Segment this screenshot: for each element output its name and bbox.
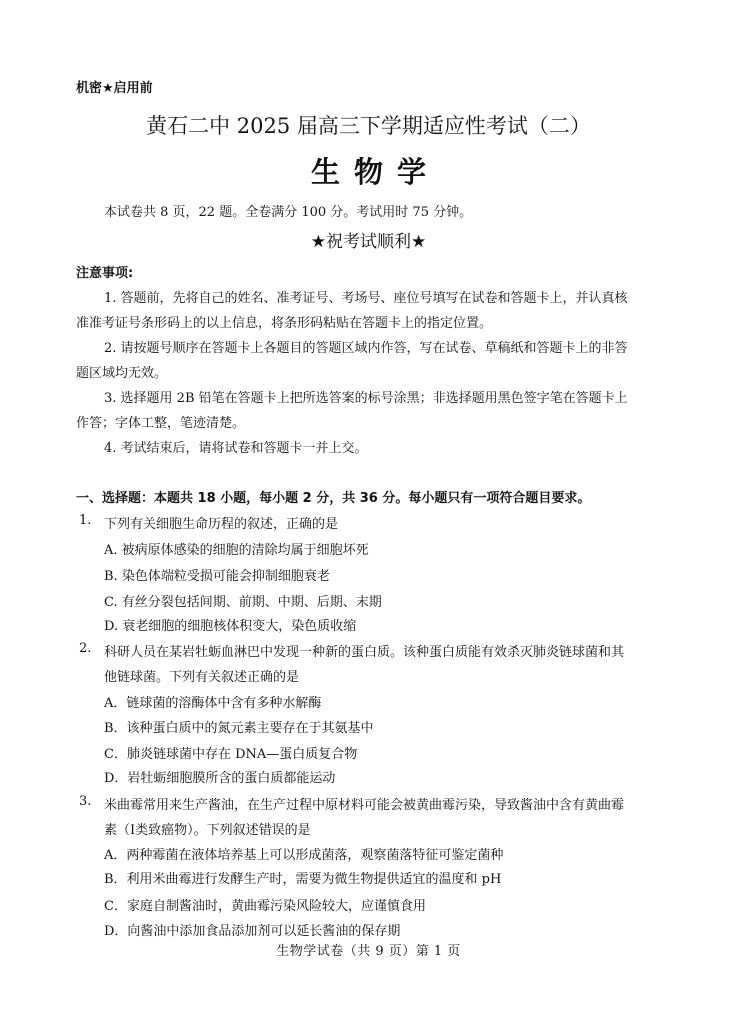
note-4-line-1: 4. 考试结束后，请将试卷和答题卡一并上交。 [104,441,368,456]
note-1-line-2: 准准考证号条形码上的以上信息，将条形码粘贴在答题卡上的指定位置。 [76,316,493,331]
q2-option-d: D．岩牡蛎细胞膜所含的蛋白质都能运动 [104,771,336,786]
page-footer: 生物学试卷（共 9 页）第 1 页 [276,944,461,959]
q1-option-d: D. 衰老细胞的细胞核体积变大，染色质收缩 [104,619,357,634]
q1-stem: 下列有关细胞生命历程的叙述，正确的是 [104,517,339,532]
q1-number: 1. [79,513,92,528]
q1-option-b: B. 染色体端粒受损可能会抑制细胞衰老 [104,569,330,584]
q2-number: 2. [79,641,92,656]
note-2-line-1: 2. 请按题号顺序在答题卡上各题目的答题区域内作答，写在试卷、草稿纸和答题卡上的非答 [104,341,628,356]
notes-heading: 注意事项: [76,266,134,281]
q2-option-a: A．链球菌的溶酶体中含有多种水解酶 [104,696,322,711]
q1-option-c: C. 有丝分裂包括间期、前期、中期、后期、末期 [104,595,382,610]
q2-stem-line-2: 他链球菌。下列有关叙述正确的是 [104,670,300,685]
section-1-heading: 一、选择题：本题共 18 小题，每小题 2 分，共 36 分。每小题只有一项符合题目要求。 [76,491,591,506]
q2-stem-line-1: 科研人员在某岩牡蛎血淋巴中发现一种新的蛋白质。该种蛋白质能有效杀灭肺炎链球菌和其 [104,645,625,660]
q3-option-b: B．利用米曲霉进行发酵生产时，需要为微生物提供适宜的温度和 pH [104,872,502,887]
q3-number: 3. [79,794,92,809]
confidential-mark: 机密★启用前 [76,81,153,96]
q3-option-a: A．两种霉菌在液体培养基上可以形成菌落，观察菌落特征可鉴定菌种 [104,848,504,863]
q3-option-c: C．家庭自制酱油时，黄曲霉污染风险较大，应谨慎食用 [104,899,426,914]
note-2-line-2: 题区域均无效。 [76,366,168,381]
q3-stem-line-1: 米曲霉常用来生产酱油，在生产过程中原材料可能会被黄曲霉污染，导致酱油中含有黄曲霉 [104,798,625,813]
q3-stem-line-2: 素（Ⅰ类致癌物）。下列叙述错误的是 [104,823,311,838]
subject-title: 生物学 [310,155,440,189]
exam-info: 本试卷共 8 页，22 题。全卷满分 100 分。考试用时 75 分钟。 [104,205,473,220]
note-3-line-2: 作答；字体工整，笔迹清楚。 [76,416,246,431]
q3-option-d: D．向酱油中添加食品添加剂可以延长酱油的保存期 [104,924,401,939]
note-1-line-1: 1. 答题前，先将自己的姓名、准考证号、考场号、座位号填写在试卷和答题卡上，并认真核 [104,291,628,306]
q2-option-c: C．肺炎链球菌中存在 DNA—蛋白质复合物 [104,747,358,762]
good-luck-banner: ★祝考试顺利★ [310,232,427,252]
exam-title: 黄石二中 2025 届高三下学期适应性考试（二） [146,114,591,138]
q1-option-a: A. 被病原体感染的细胞的清除均属于细胞坏死 [104,543,369,558]
note-3-line-1: 3. 选择题用 2B 铅笔在答题卡上把所选答案的标号涂黑；非选择题用黑色签字笔在答题卡上 [104,391,628,406]
q2-option-b: B．该种蛋白质中的氮元素主要存在于其氨基中 [104,721,374,736]
